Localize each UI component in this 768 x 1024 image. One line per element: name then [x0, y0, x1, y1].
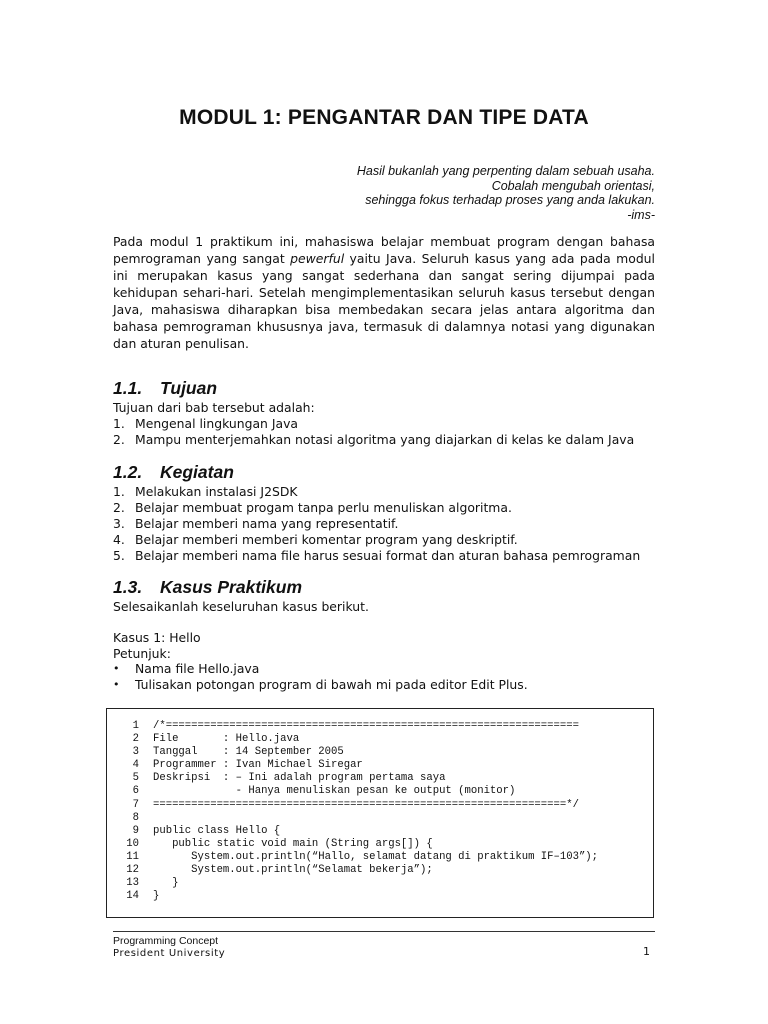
line-number: 14 [126, 890, 139, 903]
hint-label: Petunjuk: [113, 646, 171, 661]
code-line [115, 864, 598, 877]
code-text: Tanggal : 14 September 2005 [153, 746, 344, 759]
list-item-text: Belajar memberi memberi komentar program yang deskriptif. [135, 532, 518, 547]
footer-course: Programming Concept [113, 935, 219, 947]
line-number: 1 [132, 720, 139, 732]
line-number: 13 [126, 877, 139, 890]
list-item-text: Belajar membuat progam tanpa perlu menuliskan algoritma. [135, 500, 512, 515]
list-item-text: Melakukan instalasi J2SDK [135, 484, 298, 499]
list-item-text: Belajar memberi nama file harus sesuai format dan aturan bahasa pemrograman [135, 548, 641, 563]
section-heading-kegiatan [113, 462, 234, 483]
intro-emphasis: pewerful [290, 251, 345, 266]
code-text: Programmer : Ivan Michael Siregar [153, 759, 363, 772]
code-text: } [153, 890, 160, 903]
code-line [115, 720, 598, 733]
epigraph-quote [357, 164, 655, 222]
quote-line: Cobalah mengubah orientasi, [491, 178, 655, 193]
footer-divider [113, 931, 655, 932]
list-item [113, 484, 640, 500]
list-item [113, 548, 640, 564]
code-text: public class Hello { [153, 824, 281, 837]
line-number: 5 [132, 772, 139, 785]
list-item [113, 661, 528, 677]
page-title: MODUL 1: PENGANTAR DAN TIPE DATA [179, 106, 589, 129]
list-marker: 3. [113, 516, 125, 531]
list-marker: 4. [113, 532, 125, 547]
code-lines [115, 720, 598, 903]
code-text: } [153, 877, 179, 890]
list-marker: 1. [113, 416, 125, 431]
list-item-text: Tulisakan potongan program di bawah mi pada editor Edit Plus. [135, 677, 528, 692]
code-line [115, 825, 598, 838]
hint-list [113, 661, 528, 693]
list-item-text: Nama file Hello.java [135, 661, 260, 676]
list-item [113, 677, 528, 693]
tujuan-lead: Tujuan dari bab tersebut adalah: [113, 400, 315, 415]
case-title: Kasus 1: Hello [113, 630, 201, 645]
section-title: Tujuan [160, 378, 218, 398]
list-marker: 1. [113, 484, 125, 499]
line-number: 11 [126, 850, 139, 863]
line-number: 3 [132, 746, 139, 759]
bullet-marker: • [113, 678, 120, 691]
list-item [113, 532, 640, 548]
line-number: 8 [132, 811, 139, 824]
code-line [115, 759, 598, 772]
code-text: =================================================================*/ [153, 798, 579, 811]
line-number: 9 [132, 824, 139, 837]
tujuan-list [113, 416, 634, 448]
code-line [115, 851, 598, 864]
code-listing [106, 708, 654, 918]
list-marker: 5. [113, 548, 125, 563]
code-line [115, 812, 598, 825]
intro-text-part1: Pada modul 1 praktikum ini, mahasiswa belajar membuat program dengan bahasa pemrograman yang sangat [113, 234, 655, 266]
code-line [115, 877, 598, 890]
code-line [115, 746, 598, 759]
code-text: System.out.println(“Hallo, selamat datang di praktikum IF–103”); [153, 850, 599, 863]
section-title: Kegiatan [160, 462, 234, 482]
quote-author: -ims- [627, 207, 655, 222]
intro-paragraph [113, 233, 655, 352]
section-number: 1.2. [113, 462, 143, 482]
line-number: 6 [132, 785, 139, 798]
section-number: 1.1. [113, 378, 143, 398]
section-number: 1.3. [113, 577, 143, 597]
line-number: 10 [126, 837, 139, 850]
list-item [113, 500, 640, 516]
section-heading-kasus [113, 577, 302, 598]
code-line [115, 890, 598, 903]
line-number: 4 [132, 759, 139, 772]
code-line [115, 772, 598, 785]
code-line [115, 799, 598, 812]
quote-line: Hasil bukanlah yang perpenting dalam sebuah usaha. [356, 164, 655, 178]
code-line [115, 838, 598, 851]
page-number: 1 [643, 945, 650, 958]
list-item [113, 432, 634, 448]
list-item-text: Mampu menterjemahkan notasi algoritma yang diajarkan di kelas ke dalam Java [135, 432, 635, 447]
kasus-lead: Selesaikanlah keseluruhan kasus berikut. [113, 599, 369, 614]
code-text: File : Hello.java [153, 733, 300, 746]
code-text: Deskripsi : – Ini adalah program pertama saya [153, 772, 446, 785]
footer-university: President University [113, 947, 226, 959]
section-heading-tujuan [113, 378, 217, 399]
list-marker: 2. [113, 500, 125, 515]
code-text: - Hanya menuliskan pesan ke output (monitor) [153, 785, 516, 798]
code-line [115, 785, 598, 798]
line-number: 7 [132, 798, 139, 811]
list-marker: 2. [113, 432, 125, 447]
section-title: Kasus Praktikum [160, 577, 303, 597]
code-line [115, 733, 598, 746]
code-text: System.out.println(“Selamat bekerja”); [153, 864, 433, 877]
quote-line: sehingga fokus terhadap proses yang anda lakukan. [365, 193, 655, 207]
list-item [113, 516, 640, 532]
code-text: public static void main (String args[]) { [153, 837, 433, 850]
line-number: 12 [126, 864, 139, 877]
line-number: 2 [132, 733, 139, 746]
footer-info [113, 935, 225, 960]
list-item-text: Mengenal lingkungan Java [135, 416, 299, 431]
list-item-text: Belajar memberi nama yang representatif. [135, 516, 399, 531]
list-item [113, 416, 634, 432]
code-text: /*================================================================= [153, 720, 579, 732]
kegiatan-list [113, 484, 640, 564]
bullet-marker: • [113, 662, 120, 675]
intro-text-part2: yaitu Java. Seluruh kasus yang ada pada modul ini merupakan kasus yang sangat sederhana dan sangat sering dijumpai pada kehidupan sehari-hari. Setelah mengimplementasikan seluruh kasus tersebut dengan Java, mahasiswa diharapkan bisa membedakan secara jelas antara algoritma dan bahasa pemrograman khususnya java, termasuk di dalamnya notasi yang digunakan dan aturan penulisan. [113, 251, 655, 351]
